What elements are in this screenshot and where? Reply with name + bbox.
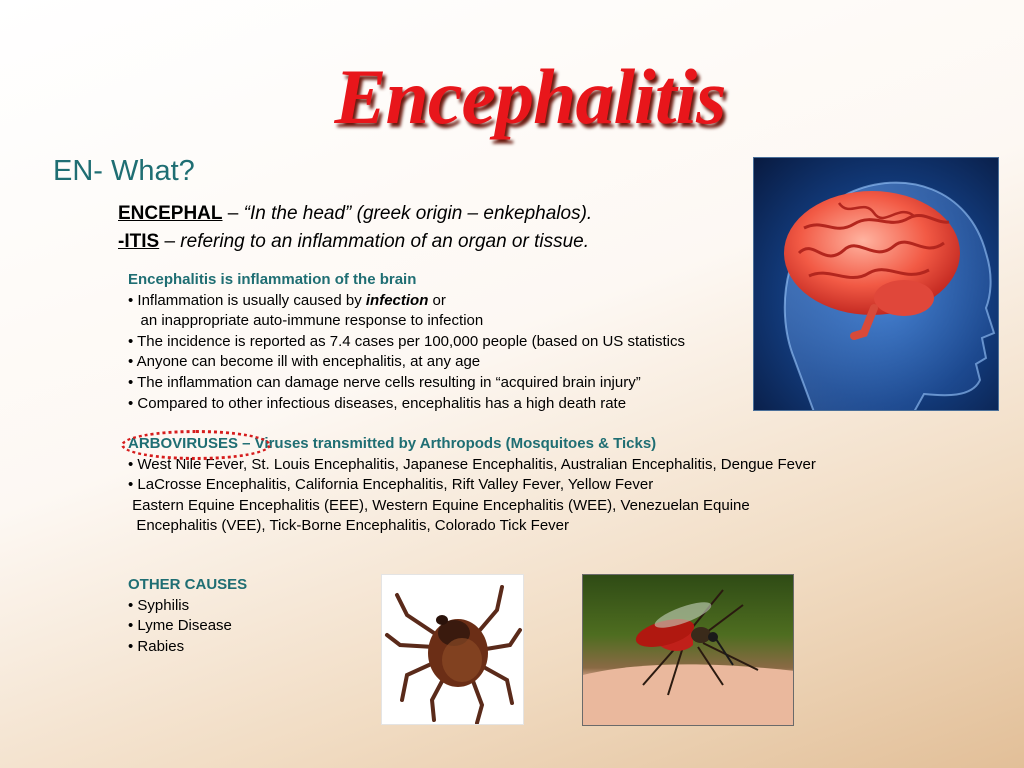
term-meaning: “In the head” (greek origin – enkephalos). (243, 203, 593, 224)
bullet-text: or (428, 291, 446, 309)
arboviruses-heading: ARBOVIRUSES – Viruses transmitted by Arthropods (Mosquitoes & Ticks) (128, 435, 657, 452)
mosquito-icon (583, 575, 794, 726)
overview-bullet: an inappropriate auto-immune response to infection (128, 312, 484, 330)
other-causes-heading: OTHER CAUSES (128, 576, 248, 593)
brain-icon (754, 158, 999, 411)
term-label: ENCEPHAL (118, 203, 223, 224)
arbovirus-bullet: • LaCrosse Encephalitis, California Encephalitis, Rift Valley Fever, Yellow Fever (128, 476, 654, 494)
other-causes-section (128, 575, 247, 657)
overview-bullet (128, 291, 685, 312)
arbovirus-bullet: Eastern Equine Encephalitis (EEE), Western Equine Encephalitis (WEE), Venezuelan Equine (128, 496, 750, 514)
definition-itis (118, 228, 592, 256)
overview-bullet: • Compared to other infectious diseases, encephalitis has a high death rate (128, 394, 627, 412)
overview-bullet: • The inflammation can damage nerve cells resulting in “acquired brain injury” (128, 373, 641, 391)
term-label: -ITIS (118, 231, 160, 252)
cause-item: • Rabies (128, 637, 185, 655)
bullet-text: • Inflammation is usually caused by (128, 291, 366, 309)
overview-section (128, 270, 685, 414)
definitions (118, 200, 592, 256)
subheading: EN- What? (53, 155, 195, 187)
overview-bullet: • The incidence is reported as 7.4 cases per 100,000 people (based on US statistics (128, 332, 685, 350)
brain-illustration (753, 157, 999, 411)
overview-bullet: • Anyone can become ill with encephalitis, at any age (128, 353, 481, 371)
separator: – (159, 231, 181, 252)
definition-encephal (118, 200, 592, 228)
arbovirus-bullet: • West Nile Fever, St. Louis Encephalitis, Japanese Encephalitis, Australian Encephalitis, Dengue Fever (128, 455, 816, 473)
emphasis-text: infection (365, 291, 429, 309)
tick-image (381, 574, 524, 725)
cause-item: • Syphilis (128, 596, 190, 614)
separator: – (222, 203, 244, 224)
slide-title: Encephalitis (334, 53, 726, 140)
mosquito-image (582, 574, 794, 726)
overview-heading: Encephalitis is inflammation of the brain (128, 271, 417, 288)
highlight-circle (121, 430, 271, 460)
tick-icon (382, 575, 524, 725)
term-meaning: refering to an inflammation of an organ or tissue. (180, 231, 590, 252)
cause-item: • Lyme Disease (128, 617, 232, 635)
arbovirus-bullet: Encephalitis (VEE), Tick-Borne Encephalitis, Colorado Tick Fever (128, 517, 570, 535)
